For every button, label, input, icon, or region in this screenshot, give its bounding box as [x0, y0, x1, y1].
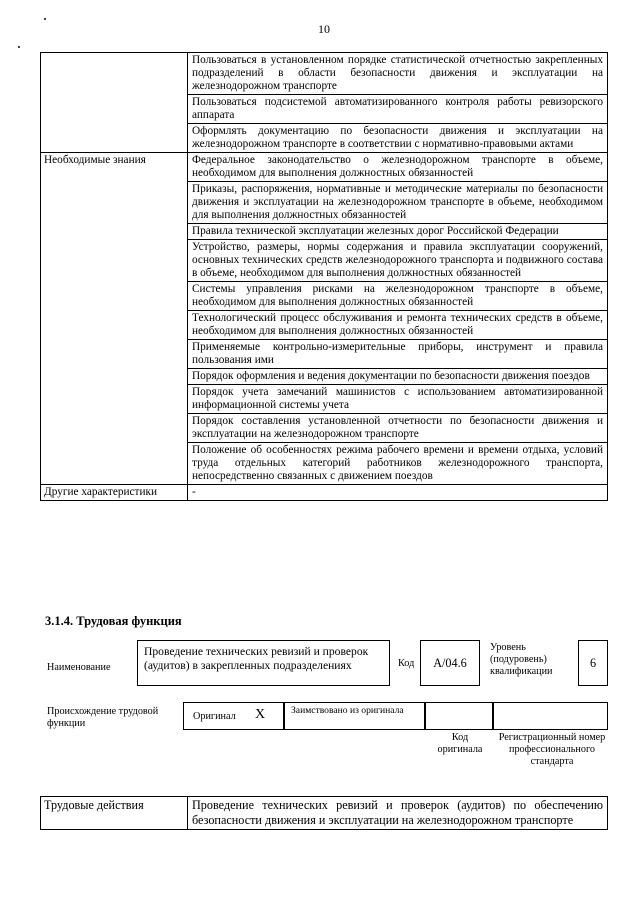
row-item: Правила технической эксплуатации железных дорог Российской Федерации	[188, 224, 608, 240]
scan-speck	[18, 46, 20, 48]
original-mark: X	[255, 707, 266, 722]
row-item: Приказы, распоряжения, нормативные и методические материалы по безопасности движения и эксплуатации на железнодорожном транспорте в объеме, необходимом для выполнения должностных обязанностей	[188, 182, 608, 224]
table-row	[41, 797, 608, 830]
row-item: Пользоваться в установленном порядке статистической отчетностью закрепленных подразделений в области безопасности движения и эксплуатации на железнодорожном транспорте	[188, 53, 608, 95]
row-item: Федеральное законодательство о железнодорожном транспорте в объеме, необходимом для выполнения должностных обязанностей	[188, 153, 608, 182]
section-title: 3.1.4. Трудовая функция	[45, 614, 182, 628]
competencies-table	[40, 52, 608, 501]
row-item: -	[188, 485, 608, 501]
row-label: Другие характеристики	[41, 485, 188, 501]
origin-divider-3	[492, 702, 494, 730]
table-row	[41, 485, 608, 501]
row-item: Порядок учета замечаний машинистов с использованием автоматизированной информационной системы учета	[188, 385, 608, 414]
row-item: Применяемые контрольно-измерительные приборы, инструмент и правила пользования ими	[188, 340, 608, 369]
page-number: 10	[318, 22, 330, 36]
row-item: Технологический процесс обслуживания и ремонта технических средств в объеме, необходимом для выполнения должностных обязанностей	[188, 311, 608, 340]
code-label: Код	[398, 658, 415, 669]
reg-caption: Регистрационный номер профессионального стандарта	[498, 732, 606, 767]
function-name-box	[137, 640, 390, 686]
row-item: Пользоваться подсистемой автоматизированного контроля работы ревизорского аппарата	[188, 95, 608, 124]
code-value: А/04.6	[433, 656, 467, 670]
level-label: Уровень (подуровень) квалификации	[490, 642, 553, 677]
borrowed-label: Заимствовано из оригинала	[291, 705, 404, 716]
code-caption: Код оригинала	[437, 732, 483, 755]
row-item: Порядок составления установленной отчетности по безопасности движения и эксплуатации на железнодорожном транспорте	[188, 414, 608, 443]
origin-label: Происхождение трудовой функции	[47, 706, 159, 729]
name-label: Наименование	[47, 662, 111, 673]
row-item: Оформлять документацию по безопасности движения и эксплуатации на железнодорожном транспорте в соответствии с нормативно-правовыми актами	[188, 124, 608, 153]
labor-actions-text: Проведение технических ревизий и проверок (аудитов) по обеспечению безопасности движения и эксплуатации на железнодорожном транспорте	[188, 797, 608, 830]
level-box	[578, 640, 608, 686]
row-item: Порядок оформления и ведения документации по безопасности движения поездов	[188, 369, 608, 385]
row-label: Необходимые знания	[41, 153, 188, 485]
function-name-value: Проведение технических ревизий и проверок (аудитов) в закрепленных подразделениях	[144, 645, 369, 672]
table-row	[41, 153, 608, 182]
origin-divider-1	[283, 702, 285, 730]
row-item: Положение об особенностях режима рабочего времени и времени отдыха, условий труда отдельных категорий работников железнодорожного транспорта, непосредственно связанных с движением поездов	[188, 443, 608, 485]
labor-actions-label: Трудовые действия	[41, 797, 188, 830]
code-box	[420, 640, 480, 686]
scan-speck	[44, 18, 46, 20]
labor-actions-table	[40, 796, 608, 830]
table-row	[41, 53, 608, 95]
original-label: Оригинал	[193, 711, 236, 722]
level-value: 6	[589, 656, 597, 670]
origin-divider-2	[424, 702, 426, 730]
row-label	[41, 53, 188, 153]
row-item: Системы управления рисками на железнодорожном транспорте в объеме, необходимом для выполнения должностных обязанностей	[188, 282, 608, 311]
row-item: Устройство, размеры, нормы содержания и правила эксплуатации сооружений, основных технических средств железнодорожного транспорта и подвижного состава в объеме, необходимом для выполнения должностных обязанностей	[188, 240, 608, 282]
